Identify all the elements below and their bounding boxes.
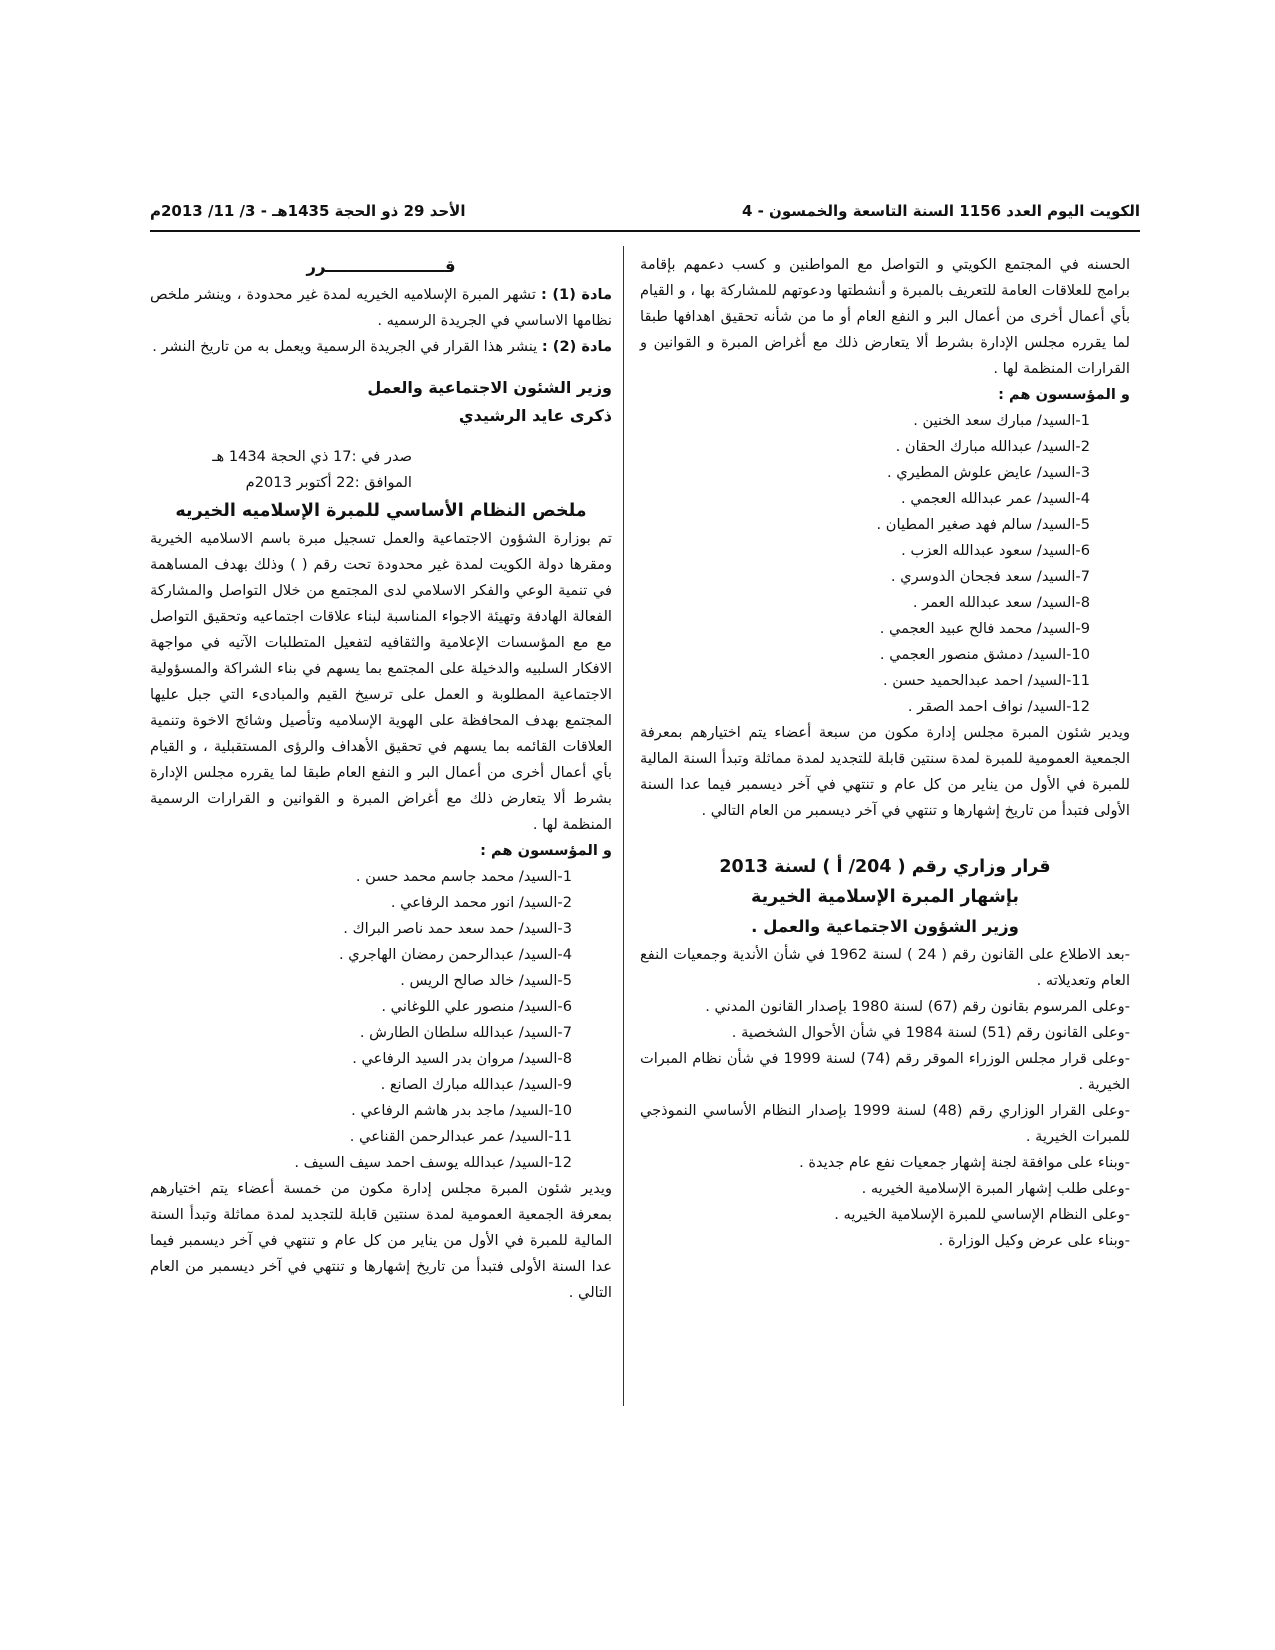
article-2 xyxy=(150,334,612,360)
preamble-item: -وبناء على عرض وكيل الوزارة . xyxy=(938,1232,1130,1249)
list-item: 8-السيد/ سعد عبدالله العمر . xyxy=(912,594,1090,611)
list-item: 10-السيد/ ماجد بدر هاشم الرفاعي . xyxy=(351,1102,572,1119)
page-header xyxy=(150,196,1140,232)
article-2-text: ينشر هذا القرار في الجريدة الرسمية ويعمل به من تاريخ النشر . xyxy=(152,338,538,355)
preamble-item: -بعد الاطلاع على القانون رقم ( 24 ) لسنة 1962 في شأن الأندية وجمعيات النفع العام وتعديلاته . xyxy=(640,946,1130,989)
list-item: 6-السيد/ منصور علي اللوغاني . xyxy=(381,998,572,1015)
decree-title: قرار وزاري رقم ( 204/ أ ) لسنة 2013 xyxy=(719,857,1051,877)
founders-list xyxy=(150,864,612,1176)
objectives-continued: الحسنه في المجتمع الكويتي و التواصل مع المواطنين و كسب دعمهم بإقامة برامج للعلاقات العامة للتعريف بالمبرة و أنشطتها ودعوتهم للمشاركة بها ، و القيام بأي أعمال أخرى من أعمال البر و النفع العام أو ما من شأنه تحقيق اهدافها طبقا لما يقرره مجلس الإدارة بشرط ألا يتعارض ذلك مع أغراض المبرة و القوانين و القرارات المنظمة لها . xyxy=(640,256,1130,377)
management-paragraph: ويدير شئون المبرة مجلس إدارة مكون من خمسة أعضاء يتم اختيارهم بمعرفة الجمعية العمومية لمدة سنتين قابلة للتجديد لمدة مماثلة وتبدأ السنة المالية للمبرة في الأول من يناير من كل عام و تنتهي في آخر ديسمبر فيما عدا السنة الأولى فتبدأ من تاريخ إشهارها و تنتهي في آخر ديسمبر من العام التالي . xyxy=(150,1180,612,1301)
list-item: 7-السيد/ عبدالله سلطان الطارش . xyxy=(359,1024,572,1041)
decision-heading: قـــــــــــــــــــــرر xyxy=(306,257,456,276)
article-1 xyxy=(150,282,612,334)
signatory-title: وزير الشئون الاجتماعية والعمل xyxy=(367,378,612,397)
article-1-text: تشهر المبرة الإسلاميه الخيريه لمدة غير محدودة ، وينشر ملخص نظامها الاساسي في الجريدة الرسميه . xyxy=(150,286,612,329)
decree-subtitle: بإشهار المبرة الإسلامية الخيرية xyxy=(750,887,1019,907)
left-column xyxy=(150,252,612,1306)
preamble-item: -وعلى طلب إشهار المبرة الإسلامية الخيريه . xyxy=(861,1180,1130,1197)
summary-title: ملخص النظام الأساسي للمبرة الإسلاميه الخيريه xyxy=(175,501,587,521)
header-issue: الكويت اليوم العدد 1156 السنة التاسعة والخمسون - 4 xyxy=(741,202,1140,220)
preamble-item: -وعلى قرار مجلس الوزراء الموقر رقم (74) لسنة 1999 في شأن نظام المبرات الخيرية . xyxy=(640,1050,1130,1093)
list-item: 6-السيد/ سعود عبدالله العزب . xyxy=(901,542,1090,559)
summary-paragraph: تم بوزارة الشؤون الاجتماعية والعمل تسجيل مبرة باسم الاسلاميه الخيرية ومقرها دولة الكويت لمدة غير محدودة تحت رقم ( ) وذلك بهدف المساهمة في تنمية الوعي والفكر الاسلامي لدى المجتمع من خلال التواصل والمشاركة الفعالة الهادفة وتهيئة الاجواء المناسبة لبناء علاقات اجتماعيه وتحقيق التواصل مع مع المؤسسات الإعلامية والثقافيه لتفعيل المتطلبات الآتيه في مواجهة الافكار السلبيه والدخيلة على المجتمع بما يسهم في بناء الشراكة والمسؤولية الاجتماعية المطلوبة و العمل على ترسيخ القيم والمبادىء التي جبل عليها المجتمع بهدف المحافظة على الهوية الإسلاميه وتأصيل وشائج الاخوة وتنمية العلاقات القائمه بما يسهم في تحقيق الأهداف والرؤى المستقبلية ، و القيام بأي أعمال أخرى من أعمال البر و النفع العام طبقا لما يقرره مجلس الإدارة بشرط ألا يتعارض ذلك مع أغراض المبرة و القوانين و القرارات الرسمية المنظمة لها . xyxy=(150,530,612,833)
signatory-name: ذكرى عايد الرشيدي xyxy=(458,406,612,425)
article-2-label: مادة (2) : xyxy=(541,338,612,355)
list-item: 11-السيد/ عمر عبدالرحمن القناعي . xyxy=(349,1128,572,1145)
list-item: 4-السيد/ عمر عبدالله العجمي . xyxy=(901,490,1090,507)
issued-hijri: صدر في :17 ذي الحجة 1434 هـ xyxy=(212,448,412,465)
article-1-label: مادة (1) : xyxy=(540,286,613,303)
list-item: 3-السيد/ حمد سعد حمد ناصر البراك . xyxy=(343,920,572,937)
list-item: 5-السيد/ خالد صالح الريس . xyxy=(400,972,572,989)
preamble-item: -وعلى القرار الوزاري رقم (48) لسنة 1999 بإصدار النظام الأساسي النموذجي للمبرات الخيرية . xyxy=(640,1102,1130,1145)
list-item: 12-السيد/ نواف احمد الصقر . xyxy=(907,698,1090,715)
founders-heading: و المؤسسون هم : xyxy=(480,842,612,859)
management-paragraph: ويدير شئون المبرة مجلس إدارة مكون من سبعة أعضاء يتم اختيارهم بمعرفة الجمعية العمومية للمبرة لمدة سنتين قابلة للتجديد لمدة مماثلة وتبدأ السنة المالية للمبرة في الأول من يناير من كل عام و تنتهي في آخر ديسمبر فيما عدا السنة الأولى فتبدأ من تاريخ إشهارها و تنتهي في آخر ديسمبر من العام التالي . xyxy=(640,724,1130,819)
issued-gregorian: الموافق :22 أكتوبر 2013م xyxy=(245,474,412,491)
list-item: 5-السيد/ سالم فهد صغير المطيان . xyxy=(876,516,1090,533)
preamble-item: -وعلى القانون رقم (51) لسنة 1984 في شأن الأحوال الشخصية . xyxy=(731,1024,1130,1041)
preamble-item: -وعلى النظام الإساسي للمبرة الإسلامية الخيريه . xyxy=(834,1206,1130,1223)
column-divider xyxy=(623,246,624,1406)
list-item: 10-السيد/ دمشق منصور العجمي . xyxy=(879,646,1090,663)
founders-list xyxy=(640,408,1130,720)
list-item: 4-السيد/ عبدالرحمن رمضان الهاجري . xyxy=(338,946,572,963)
preamble-item: -وعلى المرسوم بقانون رقم (67) لسنة 1980 بإصدار القانون المدني . xyxy=(705,998,1130,1015)
minister-line: وزير الشؤون الاجتماعية والعمل . xyxy=(751,917,1019,936)
list-item: 9-السيد/ عبدالله مبارك الصانع . xyxy=(380,1076,572,1093)
header-date: الأحد 29 ذو الحجة 1435هـ - 3/ 11/ 2013م xyxy=(150,202,466,220)
list-item: 1-السيد/ محمد جاسم محمد حسن . xyxy=(355,868,572,885)
list-item: 9-السيد/ محمد فالح عبيد العجمي . xyxy=(879,620,1090,637)
list-item: 8-السيد/ مروان بدر السيد الرفاعي . xyxy=(352,1050,572,1067)
list-item: 2-السيد/ انور محمد الرفاعي . xyxy=(390,894,572,911)
founders-heading: و المؤسسون هم : xyxy=(998,386,1130,403)
list-item: 3-السيد/ عايض علوش المطيري . xyxy=(886,464,1090,481)
right-column xyxy=(640,252,1130,1254)
list-item: 12-السيد/ عبدالله يوسف احمد سيف السيف . xyxy=(294,1154,572,1171)
preamble-item: -وبناء على موافقة لجنة إشهار جمعيات نفع عام جديدة . xyxy=(799,1154,1130,1171)
list-item: 1-السيد/ مبارك سعد الخنين . xyxy=(913,412,1090,429)
list-item: 11-السيد/ احمد عبدالحميد حسن . xyxy=(882,672,1090,689)
list-item: 7-السيد/ سعد فجحان الدوسري . xyxy=(890,568,1090,585)
list-item: 2-السيد/ عبدالله مبارك الحقان . xyxy=(895,438,1090,455)
